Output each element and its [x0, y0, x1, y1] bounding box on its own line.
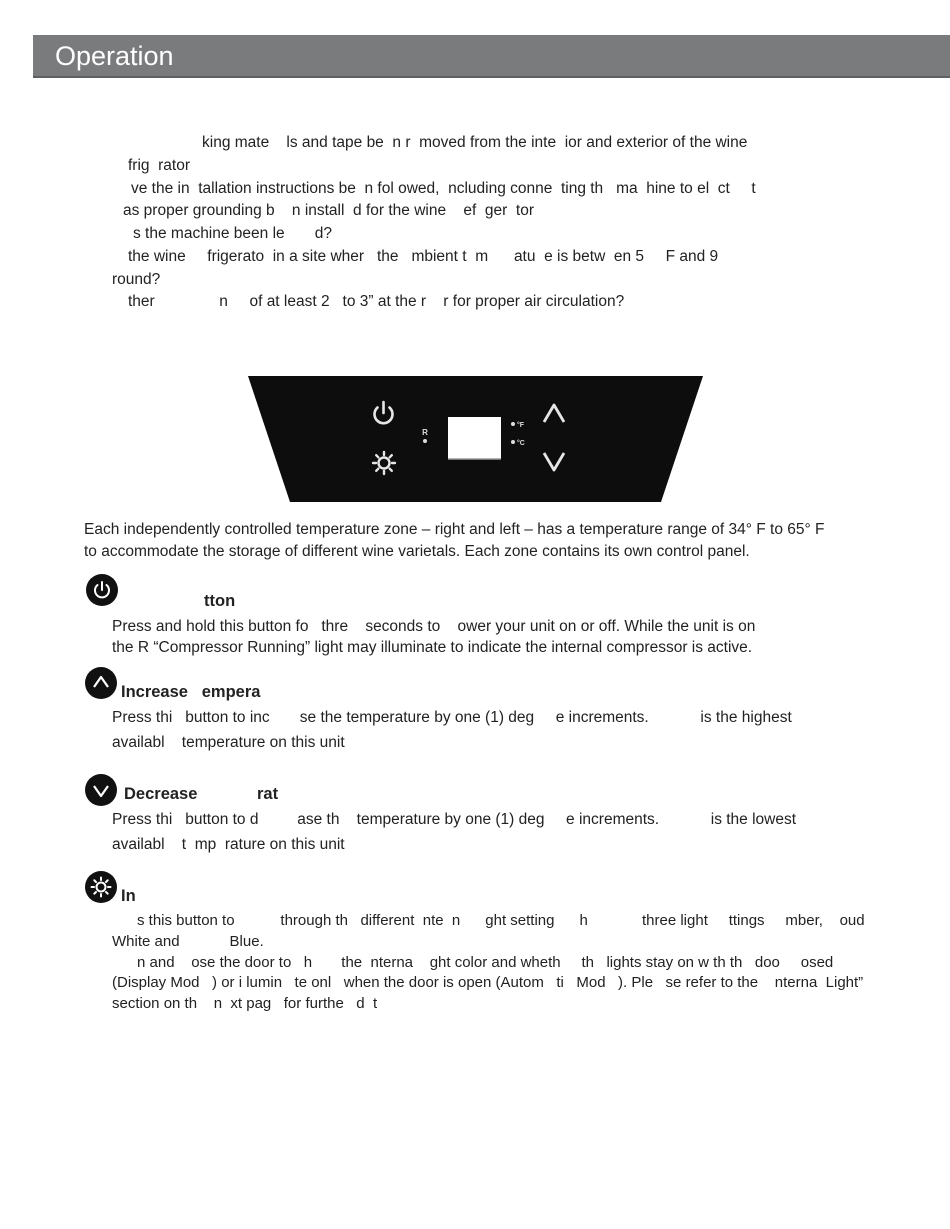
- light-section-title: In: [121, 887, 136, 905]
- chevron-up-icon: [85, 667, 117, 699]
- increase-description-line: availabl temperature on this unit: [112, 734, 345, 751]
- power-section-title: tton: [204, 592, 236, 610]
- celsius-indicator-dot: [511, 440, 515, 444]
- light-description-line: section on th n xt pag for furthe d t: [112, 995, 378, 1012]
- celsius-label: °C: [517, 440, 525, 447]
- power-description-line: the R “Compressor Running” light may illuminate to indicate the internal compressor is active.: [112, 639, 753, 656]
- compressor-indicator-label: R: [422, 428, 428, 437]
- fahrenheit-indicator-dot: [511, 422, 515, 426]
- increase-section-title: Increase empera: [121, 683, 261, 701]
- increase-description-line: Press thi button to inc se the temperature by one (1) deg e increments. is the highest: [112, 709, 792, 726]
- intro-line: Each independently controlled temperature zone – right and left – has a temperature range of 34° F to 65° F: [84, 521, 825, 538]
- intro-line: to accommodate the storage of different wine varietals. Each zone contains its own control panel.: [84, 543, 750, 560]
- header-bar: [33, 35, 950, 78]
- increase-button-icon: [85, 667, 117, 699]
- checklist-line: s the machine been le d?: [133, 225, 333, 242]
- power-icon: [86, 574, 118, 606]
- checklist-line: the wine frigerato in a site wher the mbient t m atu e is betw en 5 F and 9: [128, 248, 719, 265]
- power-description-line: Press and hold this button fo thre seconds to ower your unit on or off. While the unit is on: [112, 618, 756, 635]
- checklist-line: ther n of at least 2 to 3” at the r r for proper air circulation?: [128, 293, 625, 310]
- temperature-display: [448, 417, 501, 459]
- compressor-indicator-dot: [423, 439, 427, 443]
- control-panel-graphic: [248, 376, 703, 502]
- checklist-line: ve the in tallation instructions be n fol owed, ncluding conne ting th ma hine to el ct t: [131, 180, 756, 197]
- light-button-icon: [85, 871, 117, 903]
- decrease-button-icon: [85, 774, 117, 806]
- chevron-down-icon: [85, 774, 117, 806]
- checklist-line: frig rator: [128, 157, 191, 174]
- light-icon: [85, 871, 117, 903]
- checklist-line: round?: [112, 271, 161, 288]
- decrease-section-title: Decrease rat: [124, 785, 279, 803]
- light-description-line: White and Blue.: [112, 933, 264, 950]
- page-title: Operation: [55, 41, 174, 71]
- light-description-line: (Display Mod ) or i lumin te onl when the door is open (Autom ti Mod ). Ple se refer to the nterna Light”: [112, 974, 864, 991]
- checklist-line: king mate ls and tape be n r moved from the inte ior and exterior of the wine: [202, 134, 748, 151]
- control-panel-illustration: [248, 376, 703, 502]
- checklist-line: as proper grounding b n install d for the wine ef ger tor: [123, 202, 534, 219]
- light-description-line: s this button to through th different nte n ght setting h three light ttings mber, oud: [112, 912, 865, 929]
- fahrenheit-label: °F: [517, 422, 525, 429]
- power-button-icon: [86, 574, 118, 606]
- decrease-description-line: availabl t mp rature on this unit: [112, 836, 345, 853]
- light-description-line: n and ose the door to h the nterna ght color and wheth th lights stay on w th th doo osed: [112, 954, 834, 971]
- decrease-description-line: Press thi button to d ase th temperature by one (1) deg e increments. is the lowest: [112, 811, 797, 828]
